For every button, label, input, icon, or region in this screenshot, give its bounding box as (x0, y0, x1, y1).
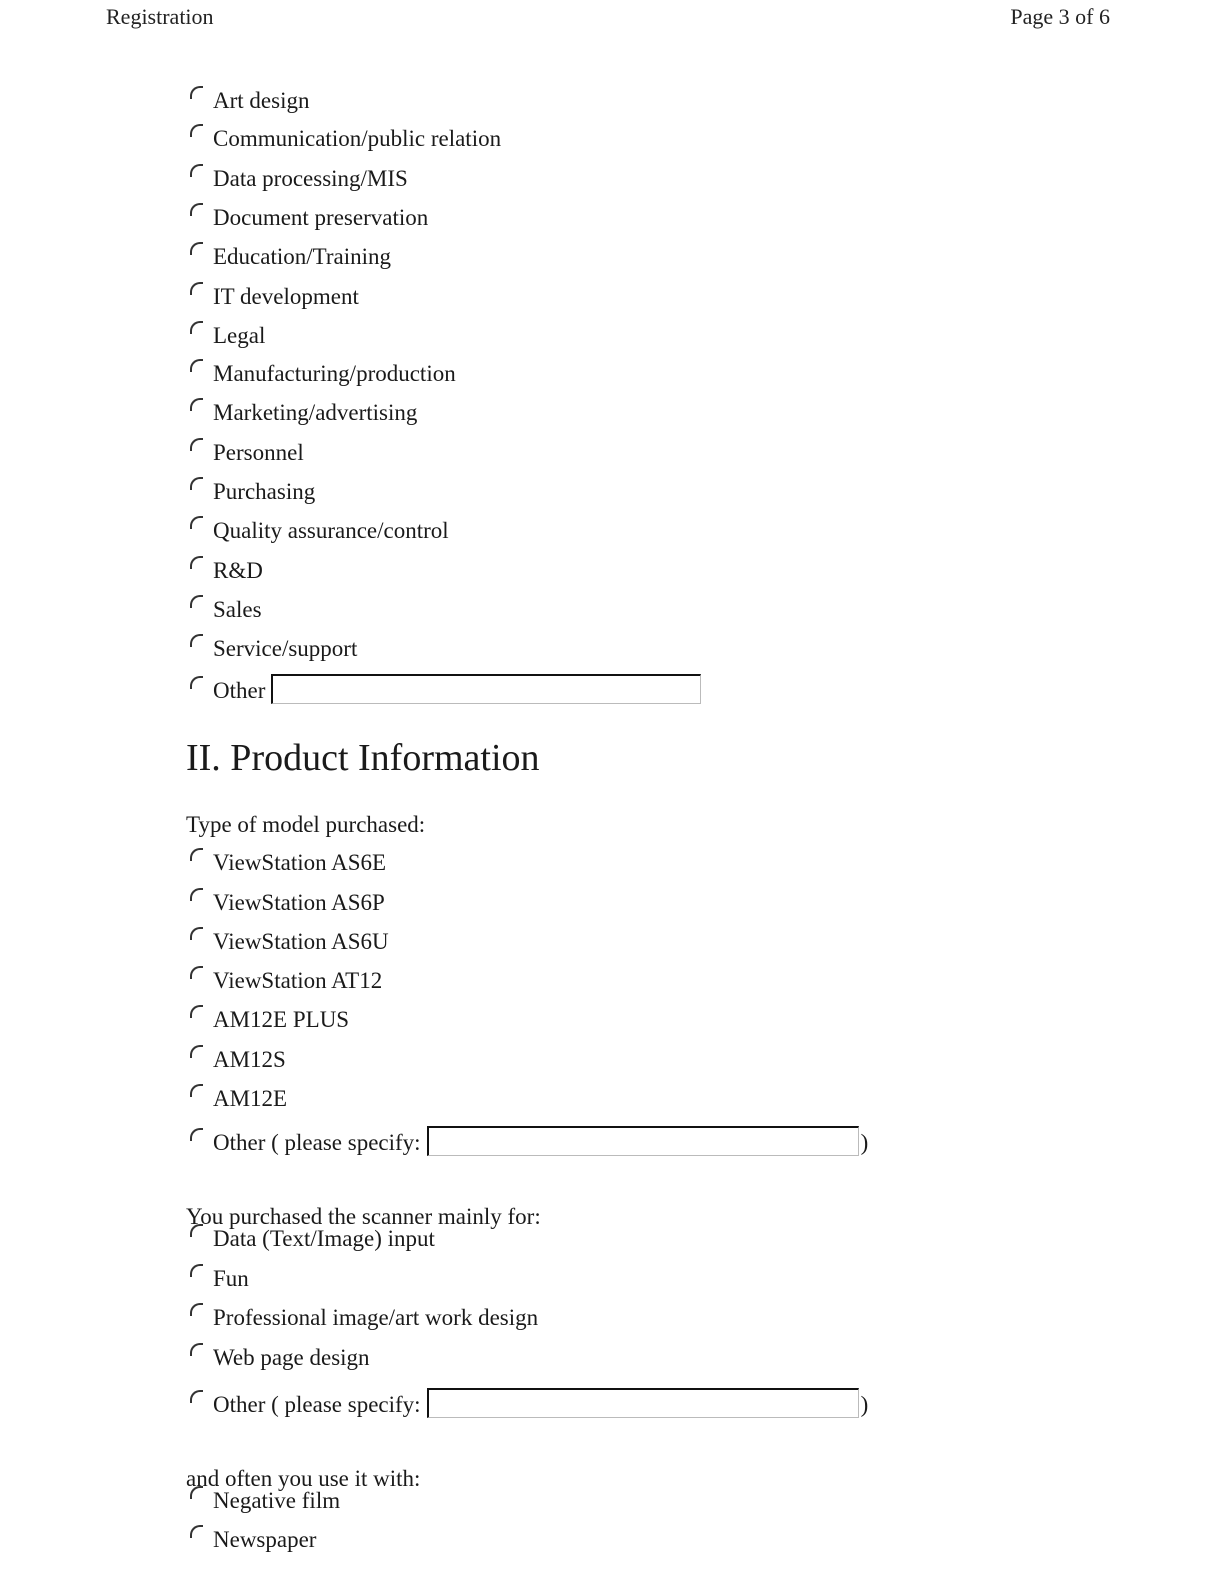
radio-button[interactable] (190, 516, 203, 529)
radio-button[interactable] (190, 1045, 203, 1058)
radio-button[interactable] (190, 438, 203, 451)
radio-button[interactable] (190, 282, 203, 295)
close-paren: ) (860, 1130, 869, 1155)
usage-question: and often you use it with: (186, 1466, 421, 1491)
dept-option-other[interactable]: Other (190, 674, 701, 704)
radio-button[interactable] (190, 848, 203, 861)
usage-option-newspaper[interactable]: Newspaper (190, 1523, 316, 1553)
radio-button[interactable] (190, 203, 203, 216)
dept-other-input[interactable] (271, 674, 701, 704)
dept-option-manufacturing[interactable]: Manufacturing/production (190, 357, 456, 387)
model-option-am12s[interactable]: AM12S (190, 1043, 286, 1073)
model-other-input[interactable] (427, 1126, 859, 1156)
radio-button[interactable] (190, 966, 203, 979)
purpose-option-other[interactable]: Other ( please specify: ) (190, 1388, 868, 1418)
radio-button[interactable] (190, 1128, 203, 1141)
radio-button[interactable] (190, 1486, 203, 1499)
radio-button[interactable] (190, 1005, 203, 1018)
radio-button[interactable] (190, 359, 203, 372)
model-option-am12e-plus[interactable]: AM12E PLUS (190, 1003, 349, 1033)
radio-button[interactable] (190, 1264, 203, 1277)
dept-option-purchasing[interactable]: Purchasing (190, 475, 315, 505)
dept-option-art-design[interactable]: Art design (190, 84, 309, 114)
section-title: II. Product Information (186, 737, 540, 779)
dept-option-rnd[interactable]: R&D (190, 554, 263, 584)
dept-option-document-preservation[interactable]: Document preservation (190, 201, 428, 231)
radio-button[interactable] (190, 1084, 203, 1097)
purpose-option-web[interactable]: Web page design (190, 1341, 370, 1371)
usage-option-negative-film[interactable]: Negative film (190, 1484, 340, 1514)
dept-option-data-processing[interactable]: Data processing/MIS (190, 162, 408, 192)
page-number: Page 3 of 6 (1010, 4, 1110, 29)
model-option-at12[interactable]: ViewStation AT12 (190, 964, 382, 994)
model-option-other[interactable]: Other ( please specify: ) (190, 1126, 868, 1156)
radio-button[interactable] (190, 556, 203, 569)
model-option-as6u[interactable]: ViewStation AS6U (190, 925, 389, 955)
model-option-as6e[interactable]: ViewStation AS6E (190, 846, 386, 876)
radio-button[interactable] (190, 86, 203, 99)
radio-button[interactable] (190, 1525, 203, 1538)
model-question: Type of model purchased: (186, 812, 426, 837)
page-header-title: Registration (106, 4, 214, 29)
radio-button[interactable] (190, 164, 203, 177)
close-paren: ) (860, 1392, 869, 1417)
radio-button[interactable] (190, 1343, 203, 1356)
radio-button[interactable] (190, 595, 203, 608)
purpose-option-professional[interactable]: Professional image/art work design (190, 1301, 538, 1331)
purpose-other-input[interactable] (427, 1388, 859, 1418)
purpose-option-data-input[interactable]: Data (Text/Image) input (190, 1222, 435, 1252)
dept-option-personnel[interactable]: Personnel (190, 436, 304, 466)
dept-option-quality[interactable]: Quality assurance/control (190, 514, 449, 544)
radio-button[interactable] (190, 927, 203, 940)
model-option-as6p[interactable]: ViewStation AS6P (190, 886, 385, 916)
dept-option-it-development[interactable]: IT development (190, 280, 359, 310)
dept-option-legal[interactable]: Legal (190, 319, 265, 349)
radio-button[interactable] (190, 888, 203, 901)
radio-button[interactable] (190, 321, 203, 334)
model-option-am12e[interactable]: AM12E (190, 1082, 287, 1112)
radio-button[interactable] (190, 242, 203, 255)
radio-button[interactable] (190, 477, 203, 490)
dept-option-sales[interactable]: Sales (190, 593, 262, 623)
dept-option-communication[interactable]: Communication/public relation (190, 122, 501, 152)
radio-button[interactable] (190, 1390, 203, 1403)
dept-option-education[interactable]: Education/Training (190, 240, 391, 270)
purpose-option-fun[interactable]: Fun (190, 1262, 249, 1292)
radio-button[interactable] (190, 676, 203, 689)
dept-option-marketing[interactable]: Marketing/advertising (190, 396, 417, 426)
dept-option-service[interactable]: Service/support (190, 632, 357, 662)
purpose-question: You purchased the scanner mainly for: (186, 1204, 541, 1229)
radio-button[interactable] (190, 398, 203, 411)
radio-button[interactable] (190, 1224, 203, 1237)
radio-button[interactable] (190, 124, 203, 137)
radio-button[interactable] (190, 634, 203, 647)
radio-button[interactable] (190, 1303, 203, 1316)
